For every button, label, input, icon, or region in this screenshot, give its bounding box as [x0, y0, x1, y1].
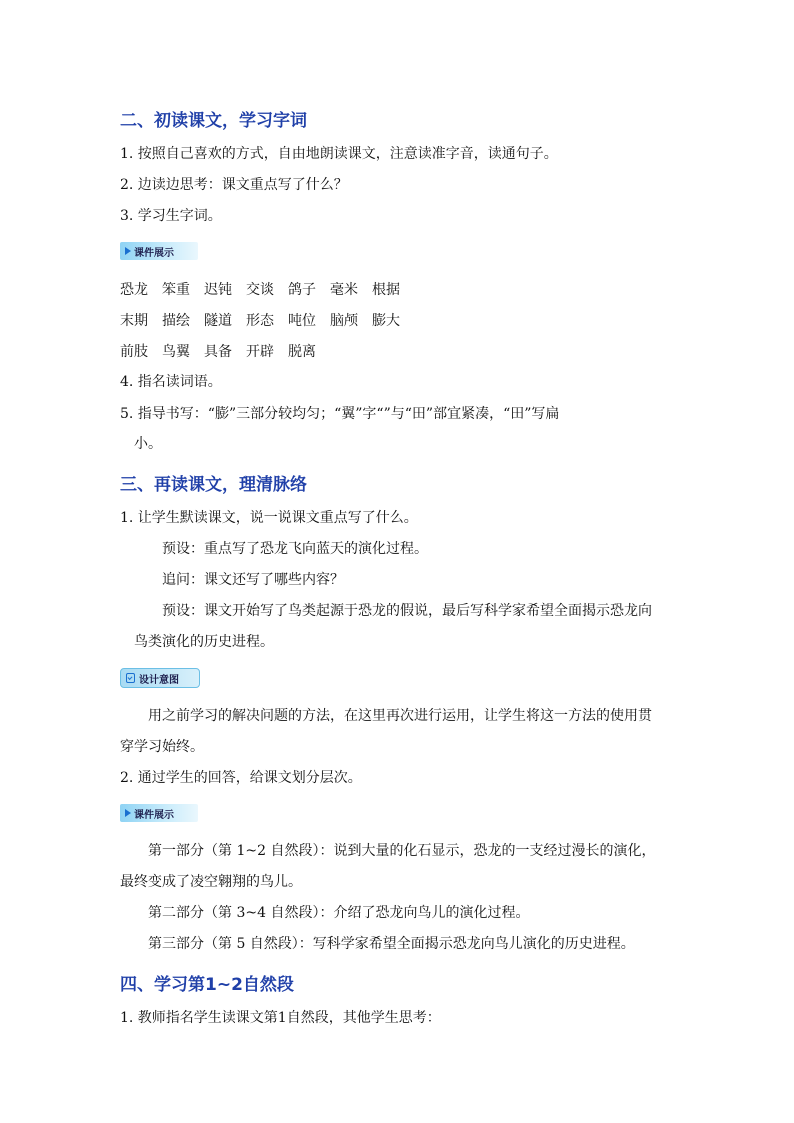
section-heading-3: 三、再读课文，理清脉络: [120, 475, 307, 495]
vocab-word: 毫米: [330, 282, 358, 298]
part-2: 第二部分（第 3~4 自然段）：介绍了恐龙向鸟儿的演化过程。: [148, 905, 530, 921]
vocab-row-3: [120, 341, 330, 361]
section-heading-4: 四、学习第1~2自然段: [120, 975, 294, 995]
vocab-row-1: [120, 279, 414, 299]
vocab-word: 交谈: [246, 282, 274, 298]
vocab-word: 鸟翼: [162, 344, 190, 360]
design-intent-line-2: 穿学习始终。: [120, 739, 204, 755]
vocab-row-2: [120, 310, 414, 330]
vocab-word: 鸽子: [288, 282, 316, 298]
design-intent-tag-label: 设计意图: [139, 674, 179, 686]
s4-item-1: 1. 教师指名学生读课文第1自然段，其他学生思考：: [120, 1010, 441, 1026]
s3-preset-1: 预设：重点写了恐龙飞向蓝天的演化过程。: [162, 541, 428, 557]
vocab-word: 吨位: [288, 313, 316, 329]
vocab-word: 开辟: [246, 344, 274, 360]
design-intent-tag: [120, 668, 200, 688]
part-1-line-2: 最终变成了凌空翱翔的鸟儿。: [120, 874, 302, 890]
s3-preset-2-line-2: 鸟类演化的历史进程。: [134, 634, 274, 650]
play-arrow-icon: [125, 809, 131, 817]
part-1-line-1: 第一部分（第 1~2 自然段）：说到大量的化石显示，恐龙的一支经过漫长的演化，: [148, 843, 656, 859]
courseware-tag-label: 课件展示: [134, 247, 174, 259]
s3-preset-2-line-1: 预设：课文开始写了鸟类起源于恐龙的假说，最后写科学家希望全面揭示恐龙向: [162, 603, 652, 619]
vocab-word: 笨重: [162, 282, 190, 298]
courseware-tag-label: 课件展示: [134, 809, 174, 821]
courseware-tag: [120, 804, 198, 822]
vocab-word: 形态: [246, 313, 274, 329]
vocab-word: 脑颅: [330, 313, 358, 329]
design-intent-line-1: 用之前学习的解决问题的方法，在这里再次进行运用，让学生将这一方法的使用贯: [148, 708, 652, 724]
play-arrow-icon: [125, 247, 131, 255]
s3-item-1: 1. 让学生默读课文，说一说课文重点写了什么。: [120, 510, 418, 526]
s3-item-2: 2. 通过学生的回答，给课文划分层次。: [120, 770, 362, 786]
vocab-word: 根据: [372, 282, 400, 298]
clipboard-check-icon: [126, 673, 135, 683]
section-heading-2: 二、初读课文，学习字词: [120, 111, 307, 131]
vocab-word: 描绘: [162, 313, 190, 329]
vocab-word: 迟钝: [204, 282, 232, 298]
s2-item-5-line-2: 小。: [134, 436, 162, 452]
s2-item-3: 3. 学习生字词。: [120, 208, 222, 224]
part-3: 第三部分（第 5 自然段）：写科学家希望全面揭示恐龙向鸟儿演化的历史进程。: [148, 936, 635, 952]
vocab-word: 膨大: [372, 313, 400, 329]
courseware-tag: [120, 242, 198, 260]
vocab-word: 脱离: [288, 344, 316, 360]
s2-item-1: 1. 按照自己喜欢的方式，自由地朗读课文，注意读准字音，读通句子。: [120, 146, 558, 162]
s2-item-2: 2. 边读边思考：课文重点写了什么？: [120, 177, 348, 193]
s2-item-5-line-1: 5. 指导书写：“膨”三部分较均匀；“翼”字“”与“田”部宜紧凑，“田”写扁: [120, 406, 560, 422]
vocab-word: 前肢: [120, 344, 148, 360]
s3-followup: 追问：课文还写了哪些内容？: [162, 572, 344, 588]
s2-item-4: 4. 指名读词语。: [120, 374, 222, 390]
vocab-word: 末期: [120, 313, 148, 329]
vocab-word: 具备: [204, 344, 232, 360]
vocab-word: 恐龙: [120, 282, 148, 298]
vocab-word: 隧道: [204, 313, 232, 329]
